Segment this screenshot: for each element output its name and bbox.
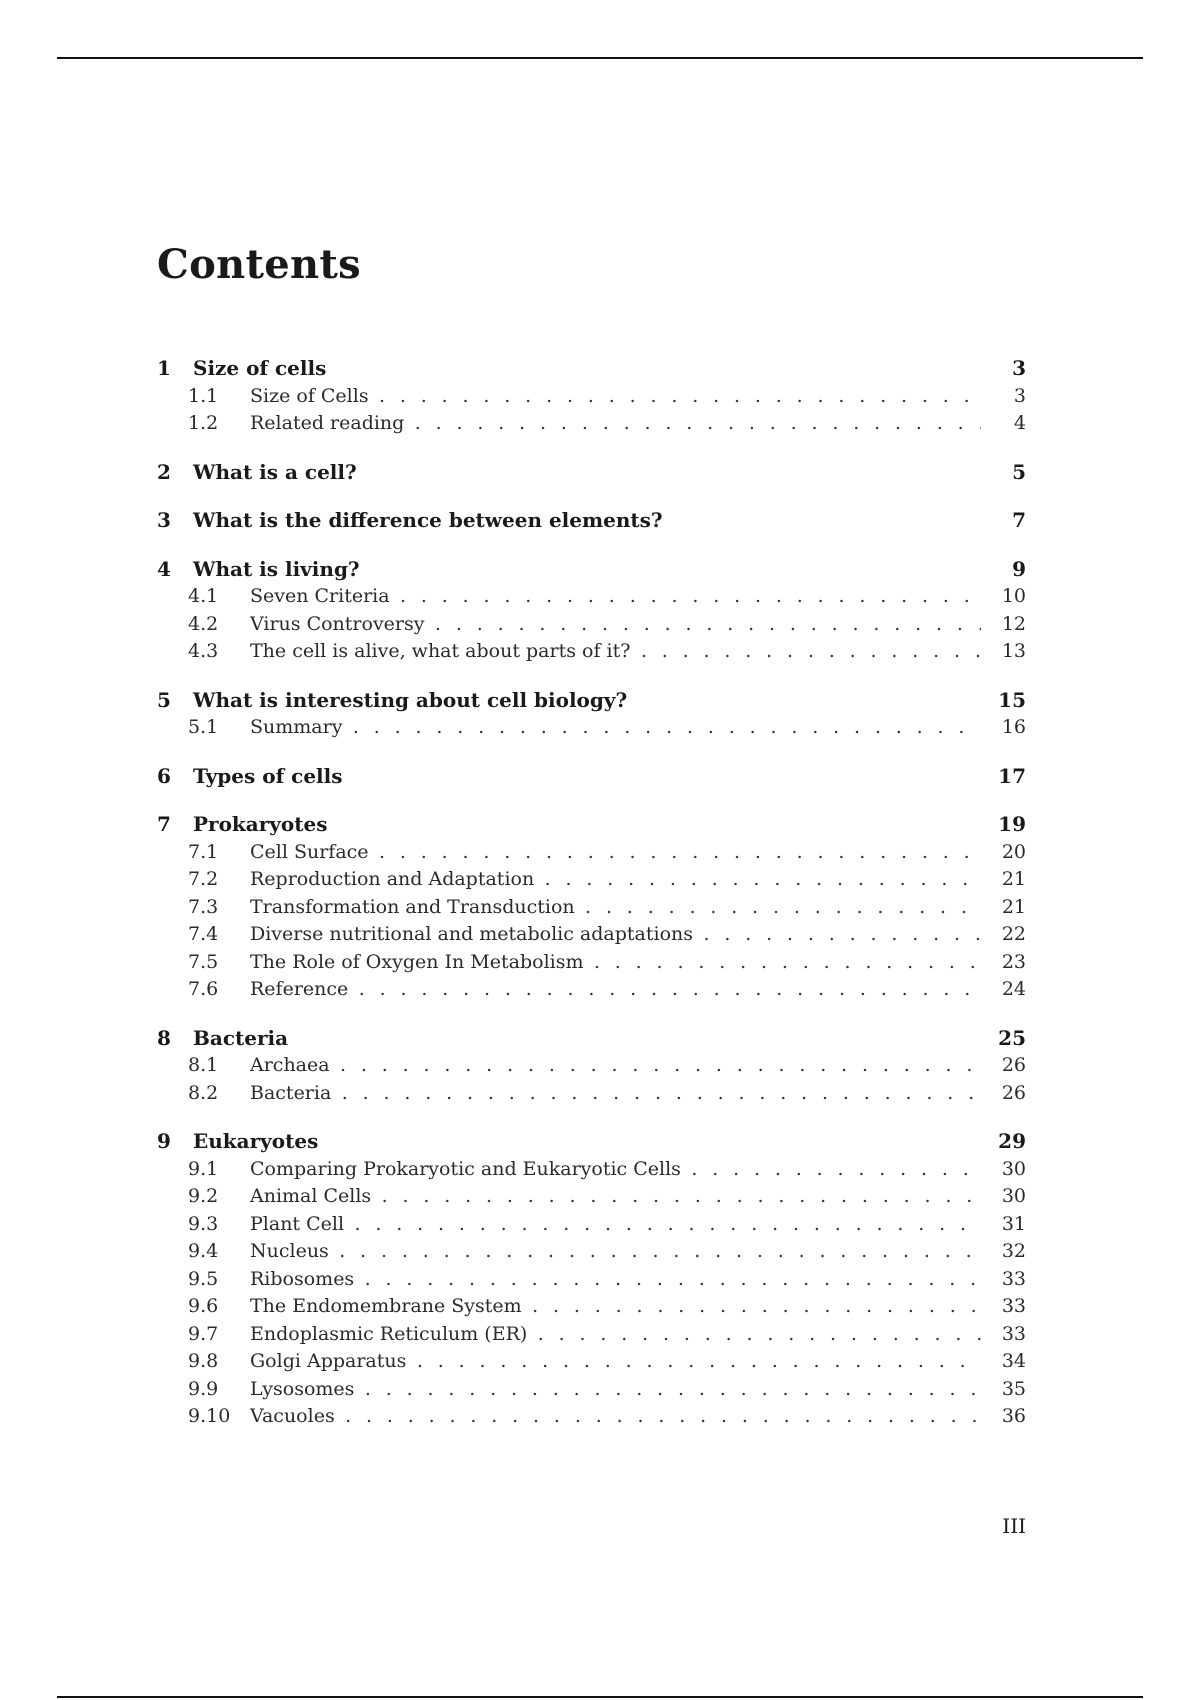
toc-section-number: 7.3 xyxy=(188,895,219,918)
toc-section-number: 5.1 xyxy=(188,716,219,738)
toc-chapter xyxy=(157,1128,1026,1431)
toc-section-page: 13 xyxy=(1001,640,1026,662)
toc-section-page: 36 xyxy=(1001,1405,1026,1427)
page-number: III xyxy=(1002,1514,1026,1538)
toc-section-title: Archaea . . . xyxy=(250,1052,981,1080)
toc-section-title: Related reading . . . xyxy=(250,410,981,438)
toc-chapter xyxy=(157,459,1026,487)
toc-section-number: 8.1 xyxy=(188,1054,219,1076)
toc-section-page: 21 xyxy=(1001,895,1026,918)
toc-chapter-page: 25 xyxy=(998,1025,1026,1050)
toc-section-number: 9.6 xyxy=(188,1295,219,1317)
toc-chapter xyxy=(157,763,1026,791)
toc-chapter-row[interactable] xyxy=(157,507,1026,535)
toc-section-title: Bacteria . . . xyxy=(250,1080,981,1108)
toc-section-number: 7.2 xyxy=(188,868,219,890)
toc-section-page: 34 xyxy=(1001,1350,1026,1372)
toc-section-row[interactable] xyxy=(157,976,1026,1004)
toc-section-title: Reference . . . xyxy=(250,976,981,1004)
toc-chapter-row[interactable] xyxy=(157,1025,1026,1053)
toc-section-row[interactable] xyxy=(157,1403,1026,1431)
toc-section-row[interactable] xyxy=(157,583,1026,611)
toc-section-page: 4 xyxy=(1013,412,1026,434)
toc-section-title: Reproduction and Adaptation . . . xyxy=(250,866,981,894)
toc-section-number: 9.5 xyxy=(188,1267,219,1290)
toc-section-title: Endoplasmic Reticulum (ER) . . . xyxy=(250,1321,981,1349)
toc-chapter xyxy=(157,687,1026,742)
toc-chapter-row[interactable] xyxy=(157,556,1026,584)
toc-chapter-row[interactable] xyxy=(157,355,1026,383)
toc-chapter-title: What is a cell? xyxy=(193,459,357,484)
toc-section-title: Plant Cell . . . xyxy=(250,1211,981,1239)
toc-section-page: 16 xyxy=(1001,716,1026,738)
toc-section-number: 7.1 xyxy=(188,840,219,863)
toc-section-number: 4.1 xyxy=(188,585,219,607)
toc-section-page: 33 xyxy=(1001,1267,1026,1290)
toc-section-row[interactable] xyxy=(157,1266,1026,1294)
toc-section-page: 24 xyxy=(1001,978,1026,1000)
toc-section-title: Vacuoles . . . xyxy=(250,1403,981,1431)
toc-section-title: The Endomembrane System . . . xyxy=(250,1293,981,1321)
toc-section-row[interactable] xyxy=(157,921,1026,949)
toc-section-row[interactable] xyxy=(157,1321,1026,1349)
toc-section-page: 26 xyxy=(1001,1081,1026,1104)
toc-section-number: 9.2 xyxy=(188,1185,219,1207)
toc-chapter-title: Bacteria xyxy=(193,1025,289,1050)
toc-section-row[interactable] xyxy=(157,714,1026,742)
toc-section-number: 4.3 xyxy=(188,640,219,662)
page-title: Contents xyxy=(157,241,362,288)
toc-section-title: Cell Surface . . . xyxy=(250,839,981,867)
toc-chapter xyxy=(157,1025,1026,1108)
toc-section-title: The Role of Oxygen In Metabolism . . . xyxy=(250,949,981,977)
toc-chapter-page: 7 xyxy=(1012,508,1026,532)
toc-section-title: Golgi Apparatus . . . xyxy=(250,1348,981,1376)
toc-section-number: 9.4 xyxy=(188,1240,219,1262)
toc-section-title: Seven Criteria . . . xyxy=(250,583,981,611)
table-of-contents xyxy=(157,355,1026,1431)
toc-section-number: 7.6 xyxy=(188,978,219,1000)
toc-section-number: 9.3 xyxy=(188,1212,219,1235)
toc-section-title: Comparing Prokaryotic and Eukaryotic Cells . . . xyxy=(250,1156,981,1184)
toc-section-row[interactable] xyxy=(157,410,1026,438)
toc-chapter-page: 29 xyxy=(998,1129,1026,1153)
toc-chapter-number: 4 xyxy=(157,556,171,581)
toc-section-title: Transformation and Transduction . . . xyxy=(250,894,981,922)
toc-section-title: Summary . . . xyxy=(250,714,981,742)
toc-chapter-row[interactable] xyxy=(157,811,1026,839)
toc-section-row[interactable] xyxy=(157,638,1026,666)
toc-chapter xyxy=(157,507,1026,535)
toc-chapter-number: 6 xyxy=(157,763,171,788)
toc-chapter-number: 2 xyxy=(157,459,171,484)
toc-chapter-title: Eukaryotes xyxy=(193,1129,319,1153)
toc-section-page: 30 xyxy=(1001,1185,1026,1207)
top-rule xyxy=(57,57,1143,59)
toc-section-row[interactable] xyxy=(157,1156,1026,1184)
toc-chapter-page: 19 xyxy=(998,812,1026,836)
toc-chapter-page: 17 xyxy=(998,763,1026,788)
toc-section-number: 9.1 xyxy=(188,1157,219,1180)
toc-chapter-page: 3 xyxy=(1012,356,1026,380)
toc-chapter-number: 5 xyxy=(157,687,171,712)
toc-section-title: Lysosomes . . . xyxy=(250,1376,981,1404)
toc-section-row[interactable] xyxy=(157,949,1026,977)
toc-section-page: 26 xyxy=(1001,1054,1026,1076)
toc-section-title: Diverse nutritional and metabolic adaptations . . . xyxy=(250,921,981,949)
toc-section-title: Virus Controversy . . . xyxy=(250,611,981,639)
toc-section-page: 35 xyxy=(1001,1377,1026,1400)
toc-section-number: 7.4 xyxy=(188,923,219,945)
toc-chapter-title: Prokaryotes xyxy=(193,812,328,836)
bottom-rule xyxy=(57,1696,1143,1698)
toc-chapter-row[interactable] xyxy=(157,459,1026,487)
toc-section-number: 8.2 xyxy=(188,1081,219,1104)
toc-section-title: The cell is alive, what about parts of it? . . . xyxy=(250,638,981,666)
toc-section-page: 30 xyxy=(1001,1157,1026,1180)
toc-section-number: 9.8 xyxy=(188,1350,219,1372)
toc-section-number: 9.10 xyxy=(188,1405,231,1427)
toc-section-number: 1.2 xyxy=(188,412,219,434)
toc-section-row[interactable] xyxy=(157,894,1026,922)
toc-section-page: 10 xyxy=(1001,585,1026,607)
toc-section-number: 1.1 xyxy=(188,384,219,407)
toc-section-page: 23 xyxy=(1001,950,1026,973)
toc-section-page: 21 xyxy=(1001,868,1026,890)
toc-section-page: 3 xyxy=(1013,384,1026,407)
toc-chapter xyxy=(157,811,1026,1004)
toc-section-page: 33 xyxy=(1001,1295,1026,1317)
toc-section-number: 7.5 xyxy=(188,950,219,973)
toc-section-row[interactable] xyxy=(157,1348,1026,1376)
toc-section-page: 22 xyxy=(1001,923,1026,945)
toc-chapter-number: 3 xyxy=(157,508,171,532)
toc-chapter-page: 9 xyxy=(1012,556,1026,581)
toc-section-page: 12 xyxy=(1001,612,1026,635)
toc-section-number: 9.7 xyxy=(188,1322,219,1345)
toc-section-page: 20 xyxy=(1001,840,1026,863)
toc-section-row[interactable] xyxy=(157,839,1026,867)
toc-section-title: Ribosomes . . . xyxy=(250,1266,981,1294)
toc-section-page: 32 xyxy=(1001,1240,1026,1262)
toc-chapter xyxy=(157,556,1026,666)
toc-section-page: 33 xyxy=(1001,1322,1026,1345)
toc-section-number: 9.9 xyxy=(188,1377,219,1400)
toc-section-row[interactable] xyxy=(157,611,1026,639)
toc-chapter-page: 5 xyxy=(1012,459,1026,484)
toc-chapter-number: 8 xyxy=(157,1025,171,1050)
toc-chapter-number: 1 xyxy=(157,356,171,380)
toc-section-page: 31 xyxy=(1001,1212,1026,1235)
toc-section-row[interactable] xyxy=(157,1080,1026,1108)
toc-section-row[interactable] xyxy=(157,1052,1026,1080)
toc-chapter xyxy=(157,355,1026,438)
toc-chapter-title: What is the difference between elements? xyxy=(193,508,663,532)
toc-section-row[interactable] xyxy=(157,1376,1026,1404)
toc-section-title: Size of Cells . . . xyxy=(250,383,981,411)
toc-section-number: 4.2 xyxy=(188,612,219,635)
toc-section-row[interactable] xyxy=(157,1183,1026,1211)
toc-section-row[interactable] xyxy=(157,1293,1026,1321)
toc-chapter-row[interactable] xyxy=(157,687,1026,715)
toc-chapter-number: 9 xyxy=(157,1129,171,1153)
toc-chapter-title: What is interesting about cell biology? xyxy=(193,687,628,712)
toc-section-title: Animal Cells . . . xyxy=(250,1183,981,1211)
toc-chapter-row[interactable] xyxy=(157,1128,1026,1156)
toc-section-title: Nucleus . . . xyxy=(250,1238,981,1266)
toc-chapter-number: 7 xyxy=(157,812,171,836)
toc-chapter-row[interactable] xyxy=(157,763,1026,791)
toc-section-row[interactable] xyxy=(157,1211,1026,1239)
toc-chapter-page: 15 xyxy=(998,687,1026,712)
toc-section-row[interactable] xyxy=(157,1238,1026,1266)
toc-section-row[interactable] xyxy=(157,383,1026,411)
toc-chapter-title: Types of cells xyxy=(193,763,343,788)
toc-chapter-title: Size of cells xyxy=(193,356,327,380)
toc-chapter-title: What is living? xyxy=(193,556,360,581)
toc-section-row[interactable] xyxy=(157,866,1026,894)
